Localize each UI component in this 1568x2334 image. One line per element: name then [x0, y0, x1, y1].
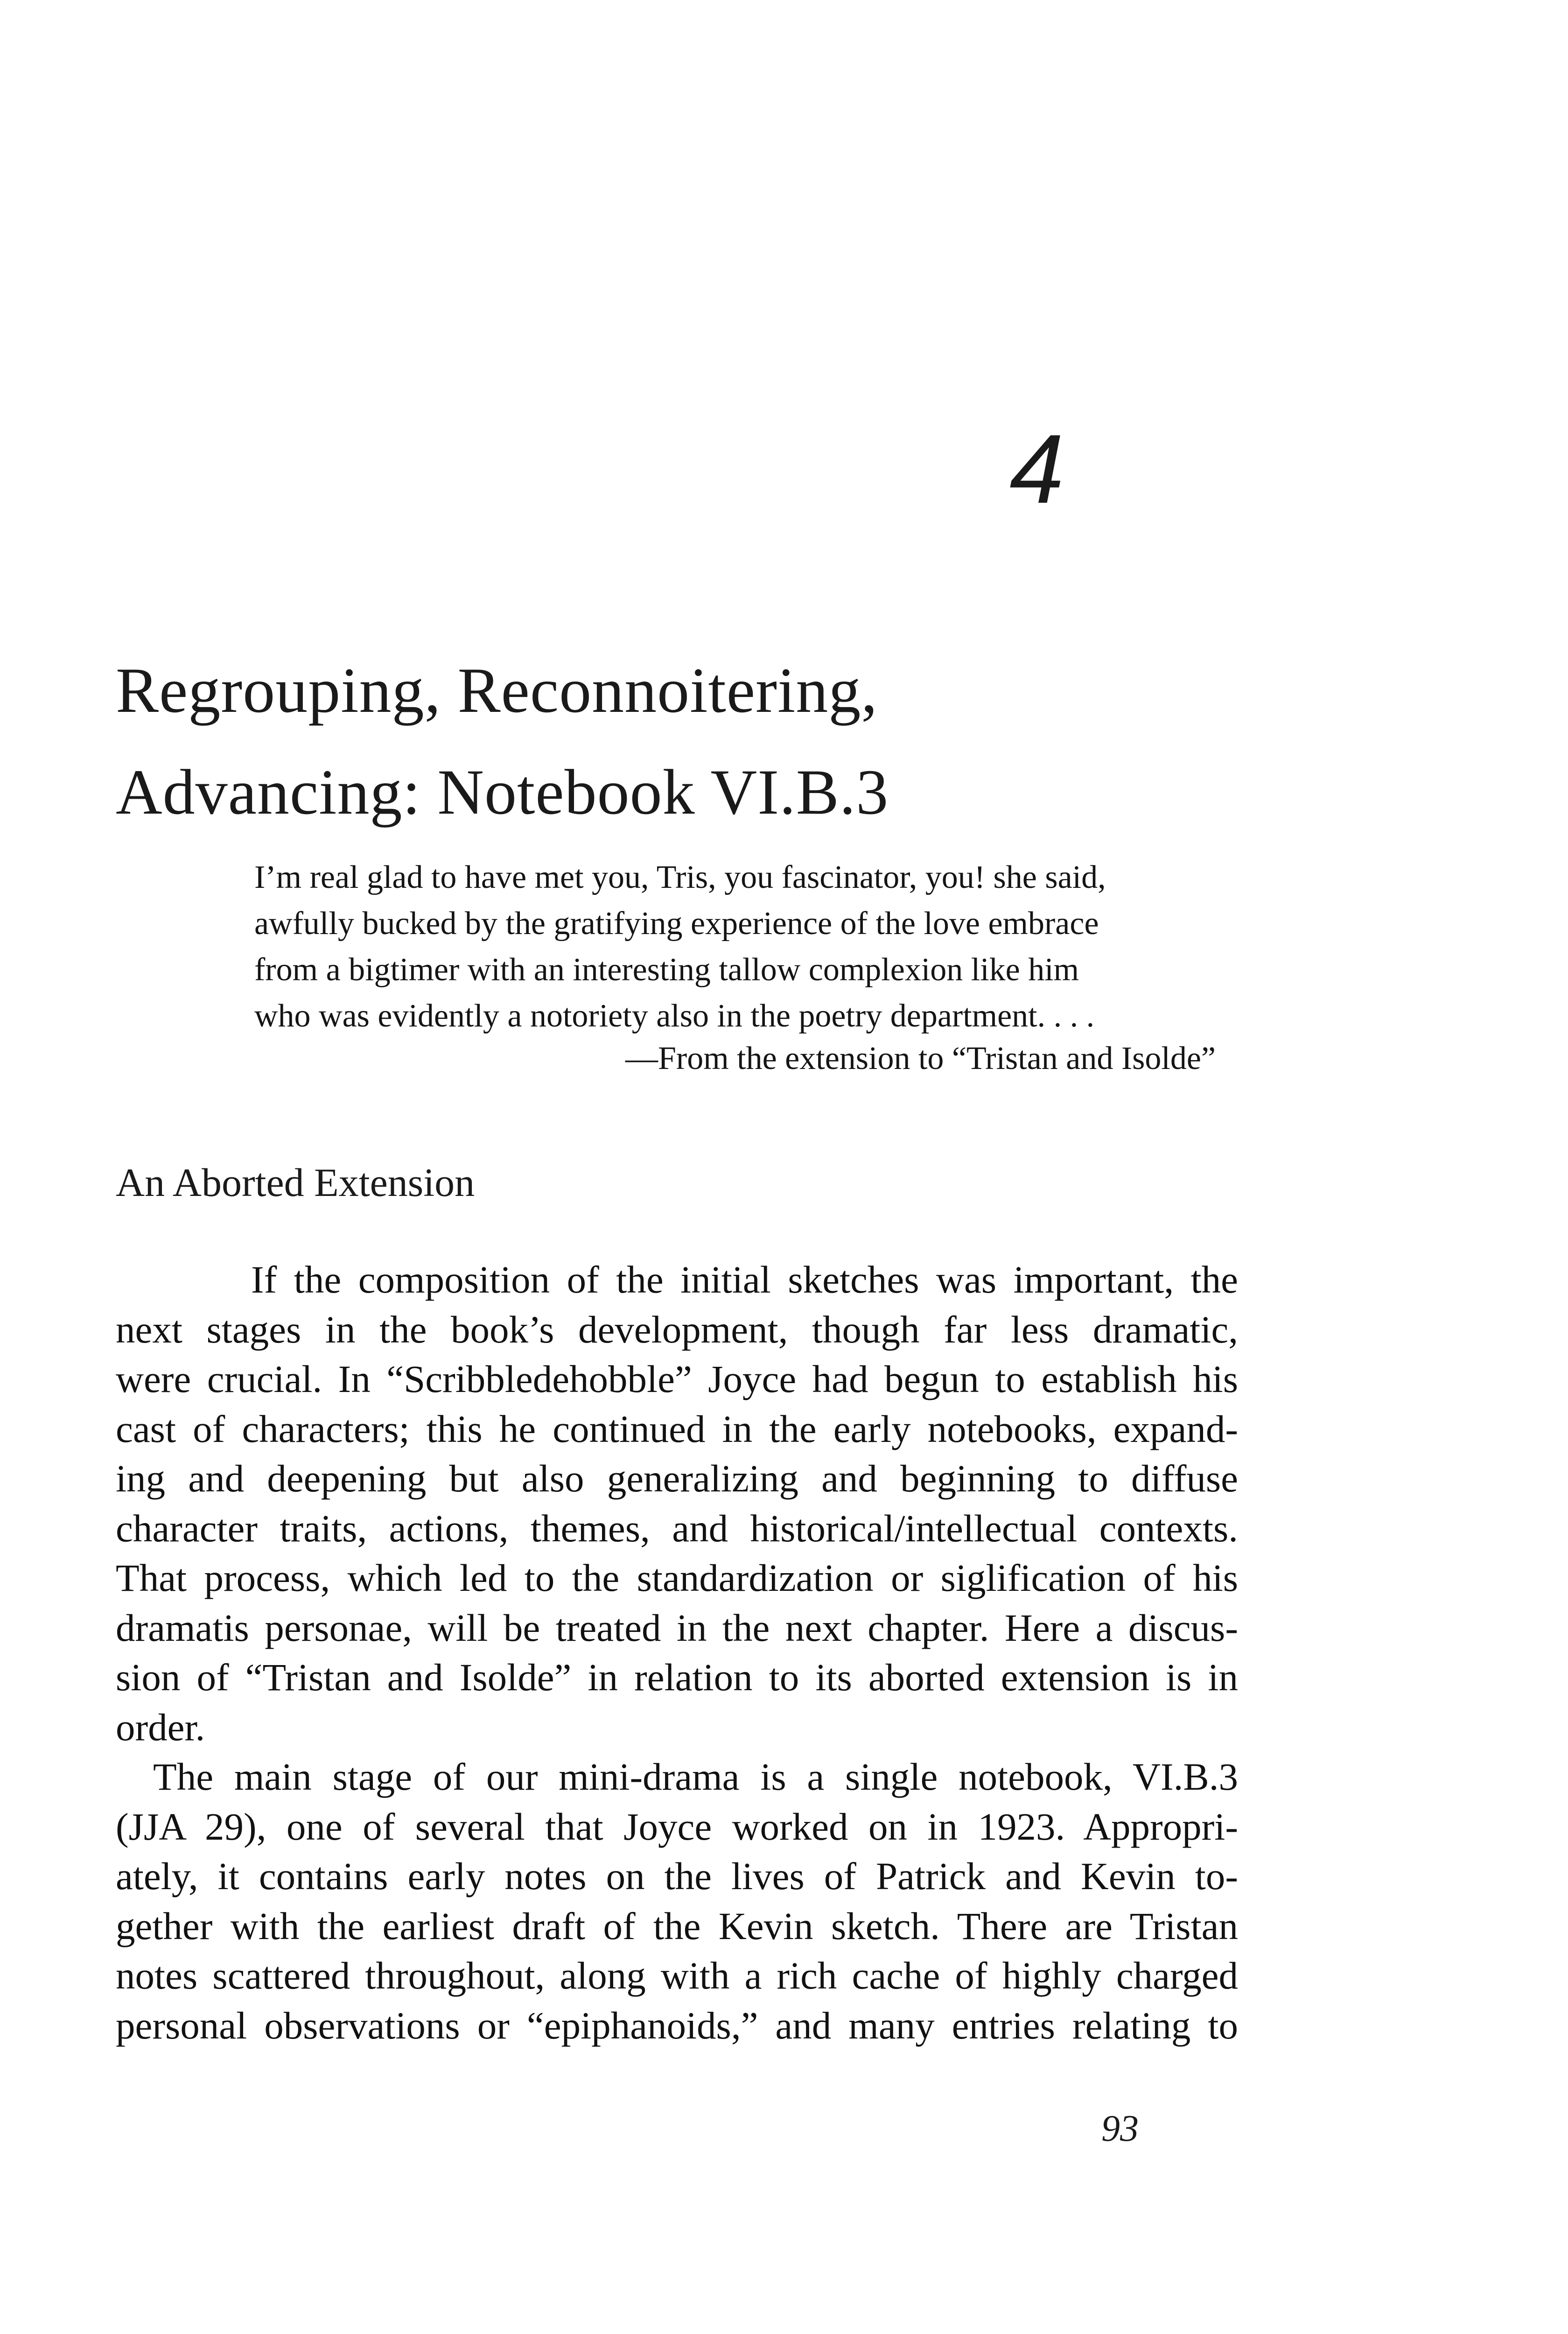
body-line: notes scattered throughout, along with a rich cache of highly charged [116, 1954, 1238, 1997]
epigraph-source: —From the extension to “Tristan and Isolde” [625, 1040, 1216, 1076]
body-line: character traits, actions, themes, and historical/intellectual contexts. [116, 1506, 1238, 1550]
body-line: order. [116, 1705, 205, 1749]
epigraph-line: awfully bucked by the gratifying experience of the love embrace [254, 906, 1099, 942]
body-line: next stages in the book’s development, though far less dramatic, [116, 1308, 1238, 1351]
epigraph-line: I’m real glad to have met you, Tris, you fascinator, you! she said, [254, 859, 1106, 895]
chapter-title-line: Regrouping, Reconnoitering, [116, 654, 878, 726]
epigraph [254, 854, 1244, 1039]
chapter-number: 4 [1009, 414, 1064, 524]
body-line: cast of characters; this he continued in the early notebooks, expand- [116, 1407, 1238, 1450]
body-line: ately, it contains early notes on the lives of Patrick and Kevin to- [116, 1855, 1238, 1898]
chapter-title [116, 640, 1236, 843]
body-line: If the composition of the initial sketches was important, the [251, 1258, 1238, 1301]
body-line: gether with the earliest draft of the Kevin sketch. There are Tristan [116, 1904, 1238, 1947]
body-line: (JJA 29), one of several that Joyce worked on in 1923. Appropri- [116, 1805, 1238, 1848]
body-text [116, 1255, 1238, 2050]
body-line: ing and deepening but also generalizing and beginning to diffuse [116, 1457, 1238, 1500]
section-heading: An Aborted Extension [116, 1160, 475, 1205]
body-line: were crucial. In “Scribbledehobble” Joyce had begun to establish his [116, 1357, 1238, 1400]
body-line: dramatis personae, will be treated in the next chapter. Here a discus- [116, 1606, 1238, 1649]
body-line: The main stage of our mini-drama is a single notebook, VI.B.3 [153, 1755, 1238, 1798]
body-line: That process, which led to the standardization or siglification of his [116, 1556, 1238, 1599]
page-number: 93 [1101, 2108, 1139, 2149]
chapter-title-line: Advancing: Notebook VI.B.3 [116, 756, 889, 828]
epigraph-line: from a bigtimer with an interesting tallow complexion like him [254, 952, 1079, 988]
epigraph-line: who was evidently a notoriety also in the poetry department. . . . [254, 998, 1095, 1034]
body-line: sion of “Tristan and Isolde” in relation to its aborted extension is in [116, 1656, 1238, 1699]
body-line: personal observations or “epiphanoids,” and many entries relating to [116, 2004, 1238, 2047]
